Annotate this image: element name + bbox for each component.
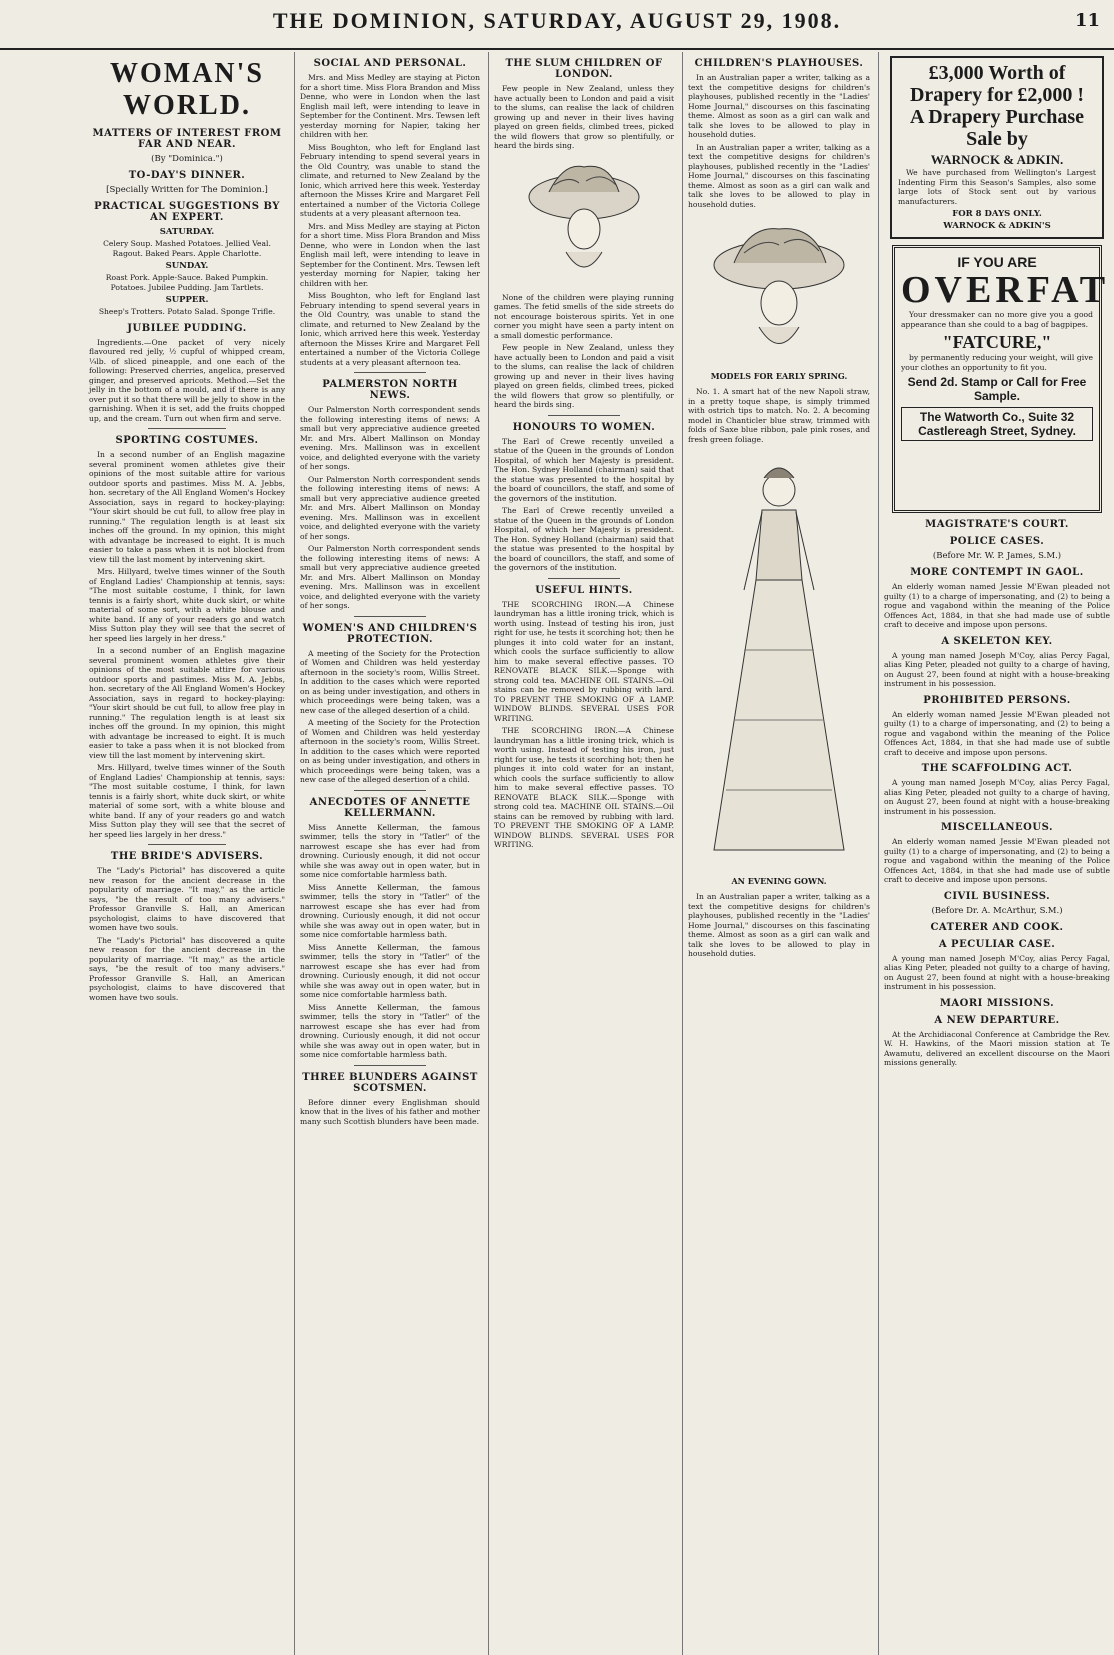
- slum-text: Few people in New Zealand, unless they have actually been to London and paid a visit to the slums, can realise the lack of children growing up and never in their lives having played on green fields, climbed trees, picked the wild flowers that grow so plentifully, or heard the birds sing.: [494, 84, 674, 150]
- gaol-text: An elderly woman named Jessie M'Ewan pleaded not guilty (1) to a charge of impersonating, and (2) to being a rogue and vagabond within the meaning of the Police Offences Act, 1884, in that she had made use of subtle craft to deceive and impose upon persons.: [884, 582, 1110, 629]
- drapery-advertisement: [890, 56, 1104, 239]
- slum-text-3: Few people in New Zealand, unless they have actually been to London and paid a visit to the slums, can realise the lack of children growing up and never in their lives having played on green fields, climbed trees, picked the wild flowers that grow so plentifully, or heard the birds sing.: [494, 343, 674, 409]
- byline: (By "Dominica."): [151, 154, 223, 164]
- anecdotes-text-3: Miss Annette Kellerman, the famous swimmer, tells the story in "Tatler" of the narrowest escape she has ever had from drowning. Curiously enough, it did not occur while she was away out in open water, but in some nice comfortable harmless bath.: [300, 942, 480, 999]
- anecdotes-heading: ANECDOTES OF ANNETTE KELLERMANN.: [309, 796, 471, 819]
- hat-caption: MODELS FOR EARLY SPRING.: [710, 371, 848, 381]
- civil-heading: CIVIL BUSINESS.: [943, 890, 1051, 902]
- honours-text: The Earl of Crewe recently unveiled a statue of the Queen in the grounds of London Hospital, of which her Majesty is president. The Hon. Sydney Holland (chairman) said that the statue was presented to the hospital by the board of councillors, the staff, and some of the governors of the institution.: [494, 436, 674, 503]
- overfat-advertisement: [892, 245, 1110, 513]
- social-text: Mrs. and Miss Medley are staying at Picton for a short time. Miss Flora Brandon and Miss Denne, who were in London when the last English mail left, were intending to leave in September for the Continent. Mrs. Tewsen left yesterday morning for Napier, taking her children with her.: [300, 73, 480, 139]
- brides-text-2: The "Lady's Pictorial" has discovered a quite new reason for the ancient decrease in the popularity of marriage. "It may," as the article says, "be the result of too many advisers." Professor Granville S. Hall, an American psychologist, claims to have discovered that women have two souls.: [89, 935, 285, 1002]
- useful-hints-text: THE SCORCHING IRON.—A Chinese laundryman has a little ironing trick, which is worth using. Instead of testing his iron, just right for use, he tests it scorching hot; then he plunges it into cold water for an instant, which cools the surface sufficiently to allow him to make several effective passes. TO RENOVATE BLACK SILK.—Sponge with strong cold tea. MACHINE OIL STAINS.—Oil stains can be removed by rubbing with lard. TO PREVENT THE SMOKING OF A LAMP. WINDOW BLINDS. SEVERAL USES FOR WRITING.: [494, 599, 675, 723]
- sporting-text: In a second number of an English magazine several prominent women athletes give their opinions of the most suitable attire for various outdoor sports and pastimes. Miss M. A. Jebbs, hon. secretary of the All England Women's Hockey Association, says in regard to hockey-playing: "Your skirt should be cut full, to allow free play in running." The regulation length is at least six inches off the ground. In my opinion, this might with advantage be increased to eight. It is much easier to take a pass when it is not blocked from view till the last moment by intervening skirt.: [89, 450, 285, 564]
- sporting-heading: SPORTING COSTUMES.: [115, 435, 259, 446]
- women-children-text: A meeting of the Society for the Protection of Women and Children was held yesterday afternoon in the society's room, Willis Street. In addition to the cases which were reported on as being under investigation, and others in which proceedings were being taken, was a new case of the alleged desertion of a child.: [300, 648, 480, 715]
- dinner-heading: TO-DAY'S DINNER.: [128, 170, 246, 181]
- sporting-text-4: Mrs. Hillyard, twelve times winner of the South of England Ladies' Championship at tennis, says: "The most suitable costume, I think, for lawn tennis is a fairly short, white duck skirt, or white material of some sort, with a white blouse and white band. If any of your readers go and watch Miss Sutton play they will see that the secret of her speed lies largely in her dress.": [89, 763, 285, 839]
- overfat-text: Your dressmaker can no more give you a good appearance than she could to a bag of bagpipes.: [901, 310, 1093, 329]
- evening-gown-illustration: [704, 450, 854, 870]
- jubilee-text: Ingredients.—One packet of very nicely flavoured red jelly, ½ cupful of whipped cream, ¼lb. of sliced pineapple, and one each of the following: Preserved cherries, angelica, preserved ginger, and preserved apricots. Method.—Set the jelly in the bottom of a mould, and if there is any over put it so that there will be jelly to show in the garnishing. When it is set, add the fruits chopped up, and the cream. Turn out when firm and serve.: [89, 337, 285, 423]
- drapery-days: FOR 8 DAYS ONLY.: [952, 209, 1042, 219]
- divider: [354, 790, 426, 791]
- slum-heading: THE SLUM CHILDREN OF LONDON.: [505, 58, 663, 80]
- maori-text: At the Archidiaconal Conference at Cambridge the Rev. W. H. Hawkins, of the Maori mission station at Te Awamutu, delivered an excellent discourse on the Maori missions generally.: [884, 1029, 1110, 1067]
- supper-menu: Sheep's Trotters. Potato Salad. Sponge Trifle.: [98, 307, 276, 316]
- slum-text-2: None of the children were playing running games. The fetid smells of the side streets do not encourage boisterous spirits. Yet in one corner you might have seen a party intent on a small domestic performance.: [494, 292, 674, 340]
- anecdotes-text-4: Miss Annette Kellerman, the famous swimmer, tells the story in "Tatler" of the narrowest escape she has ever had from drowning. Curiously enough, it did not occur while she was away out in open water, but in some nice comfortable harmless bath.: [300, 1002, 480, 1059]
- overfat-word: OVERFAT: [901, 269, 1110, 311]
- scotsmen-heading: THREE BLUNDERS AGAINST SCOTSMEN.: [302, 1071, 478, 1094]
- practical-heading: PRACTICAL SUGGESTIONS BY AN EXPERT.: [94, 201, 280, 223]
- hat-illustration: [524, 157, 644, 287]
- masthead: [0, 0, 1114, 50]
- prohibited-heading: PROHIBITED PERSONS.: [923, 694, 1071, 706]
- maori-subheading: A NEW DEPARTURE.: [934, 1014, 1060, 1026]
- scaffolding-heading: THE SCAFFOLDING ACT.: [921, 763, 1073, 774]
- drapery-headline: £3,000 Worth of Drapery for £2,000 !: [909, 62, 1085, 106]
- palmerston-heading: PALMERSTON NORTH NEWS.: [322, 379, 458, 401]
- column-social: [294, 52, 485, 1655]
- models-text: No. 1. A smart hat of the new Napoli straw, in a pretty toque shape, is simply trimmed with ostrich tips to match. No. 2. A becoming model in Chanticler blue straw, trimmed with folds of Saxe blue ribbon, pale pink roses, and fresh green foliage.: [688, 387, 870, 444]
- divider: [354, 372, 426, 373]
- palmerston-text-2: Our Palmerston North correspondent sends the following interesting items of news: A small but very appreciative audience greeted Mr. and Mrs. Albert Mallinson on Monday evening. Mrs. Mallinson was in excellent voice, and delighted everyone with the variety of her songs.: [300, 474, 480, 541]
- written-for: [Specially Written for The Dominion.]: [106, 185, 268, 195]
- palmerston-text: Our Palmerston North correspondent sends the following interesting items of news: A small but very appreciative audience greeted Mr. and Mrs. Albert Mallinson on Monday evening. Mrs. Mallinson was in excellent voice, and delighted everyone with the variety of her songs.: [300, 405, 480, 471]
- gaol-heading: MORE CONTEMPT IN GAOL.: [910, 567, 1084, 578]
- playhouses-heading: CHILDREN'S PLAYHOUSES.: [694, 58, 864, 69]
- divider: [354, 1065, 426, 1066]
- send-stamp: Send 2d. Stamp or Call for Free Sample.: [907, 375, 1087, 403]
- column-playhouses: [682, 52, 875, 1655]
- police-cases-heading: POLICE CASES.: [949, 536, 1045, 547]
- civil-before: (Before Dr. A. McArthur, S.M.): [931, 905, 1063, 916]
- sporting-text-3: In a second number of an English magazine several prominent women athletes give their opinions of the most suitable attire for various outdoor sports and pastimes. Miss M. A. Jebbs, hon. secretary of the All England Women's Hockey Association, says in regard to hockey-playing: "Your skirt should be cut full, to allow free play in running." The regulation length is at least six inches off the ground. In my opinion, this might with advantage be increased to eight. It is much easier to take a pass when it is not blocked from view till the last moment by intervening skirt.: [89, 646, 285, 760]
- caterer-heading: CATERER AND COOK.: [930, 921, 1064, 933]
- hat-model-illustration: [704, 215, 854, 365]
- supper-label: SUPPER.: [165, 295, 209, 305]
- honours-heading: HONOURS TO WOMEN.: [512, 421, 656, 433]
- column-ads-court: [878, 52, 1114, 1655]
- before-magistrate: (Before Mr. W. P. James, S.M.): [932, 551, 1062, 561]
- divider: [548, 578, 620, 579]
- playhouses-text-2: In an Australian paper a writer, talking as a text the competitive designs for children's playhouses, published recently in the "Ladies' Home Journal," discourses on this fascinating theme. Almost as soon as a girl can walk and talk she loves to be allowed to play in household duties.: [688, 142, 870, 209]
- fatcure-name: "FATCURE,": [942, 332, 1052, 352]
- jubilee-heading: JUBILEE PUDDING.: [127, 322, 247, 334]
- peculiar-text: A young man named Joseph M'Coy, alias Percy Fagal, alias King Peter, pleaded not guilty to a charge of having, on August 27, been found at night with a house-breaking instrument in his possession.: [884, 953, 1110, 991]
- misc-text: An elderly woman named Jessie M'Ewan pleaded not guilty (1) to a charge of impersonating, and (2) to being a rogue and vagabond within the meaning of the Police Offences Act, 1884, in that she had made use of subtle craft to deceive and impose upon persons.: [884, 837, 1110, 884]
- prohibited-text: An elderly woman named Jessie M'Ewan pleaded not guilty (1) to a charge of impersonating, and (2) to being a rogue and vagabond within the meaning of the Police Offences Act, 1884, in that she had made use of subtle craft to deceive and impose upon persons.: [884, 709, 1110, 757]
- social-text-2: Miss Boughton, who left for England last February intending to spend several years in the Old Country, was unable to stand the climate, and returned to New Zealand by the Ionic, which arrived here this week. Yesterday afternoon the Misses Krire and Margaret Fell entertained a number of the Victoria College students at a very pleasant afternoon tea.: [300, 142, 480, 218]
- sunday-menu: Roast Pork. Apple-Sauce. Baked Pumpkin. Potatoes. Jubilee Pudding. Jam Tartlets.: [105, 273, 269, 292]
- useful-hints-heading: USEFUL HINTS.: [535, 584, 633, 596]
- women-children-text-2: A meeting of the Society for the Protection of Women and Children was held yesterday afternoon in the society's room, Willis Street. In addition to the cases which were reported on as being under investigation, and others in which proceedings were being taken, was a new case of the alleged desertion of a child.: [300, 718, 480, 784]
- playhouses-text: In an Australian paper a writer, talking as a text the competitive designs for children's playhouses, published recently in the "Ladies' Home Journal," discourses on this fascinating theme. Almost as soon as a girl can walk and talk she loves to be allowed to play in household duties.: [688, 73, 870, 139]
- scaffolding-text: A young man named Joseph M'Coy, alias Percy Fagal, alias King Peter, pleaded not guilty to a charge of having, on August 27, been found at night with a house-breaking instrument in his possession.: [884, 778, 1110, 816]
- maori-heading: MAORI MISSIONS.: [939, 997, 1055, 1009]
- brides-text: The "Lady's Pictorial" has discovered a quite new reason for the ancient decrease in the popularity of marriage. "It may," as the article says, "be the result of too many advisers." Professor Granville S. Hall, an American psychologist, claims to have discovered that women have two souls.: [89, 866, 285, 932]
- drapery-footer: WARNOCK & ADKIN'S: [943, 221, 1051, 231]
- palmerston-text-3: Our Palmerston North correspondent sends the following interesting items of news: A small but very appreciative audience greeted Mr. and Mrs. Albert Mallinson on Monday evening. Mrs. Mallinson was in excellent voice, and delighted everyone with the variety of her songs.: [300, 544, 480, 610]
- sunday-label: SUNDAY.: [165, 261, 209, 271]
- divider: [148, 428, 226, 429]
- playhouses-text-3: In an Australian paper a writer, talking as a text the competitive designs for children's playhouses, published recently in the "Ladies' Home Journal," discourses on this fascinating theme. Almost as soon as a girl can walk and talk she loves to be allowed to play in household duties.: [688, 892, 870, 958]
- sporting-text-2: Mrs. Hillyard, twelve times winner of the South of England Ladies' Championship at tennis, says: "The most suitable costume, I think, for lawn tennis is a fairly short, white duck skirt, or white material of some sort, with a white blouse and white band. If any of your readers go and watch Miss Sutton play they will see that the secret of her speed lies largely in her dress.": [89, 567, 285, 643]
- womans-world-banner: WOMAN'S WORLD.: [110, 58, 264, 121]
- drapery-firm: WARNOCK & ADKIN.: [930, 152, 1064, 167]
- gown-caption: AN EVENING GOWN.: [731, 876, 827, 886]
- scotsmen-text: Before dinner every Englishman should know that in the lives of his father and mother many such Scottish blunders have been made.: [300, 1097, 480, 1126]
- social-text-4: Miss Boughton, who left for England last February intending to spend several years in the Old Country, was unable to stand the climate, and returned to New Zealand by the Ionic, which arrived here this week. Yesterday afternoon the Misses Krire and Margaret Fell entertained a number of the Victoria College students at a very pleasant afternoon tea.: [300, 291, 480, 367]
- drapery-text: We have purchased from Wellington's Largest Indenting Firm this Season's Samples, also some large lots of Stock sent out by various manufacturers.: [898, 168, 1096, 206]
- masthead-title: THE DOMINION, SATURDAY, AUGUST 29, 1908.: [272, 8, 842, 33]
- women-children-heading: WOMEN'S AND CHILDREN'S PROTECTION.: [302, 622, 478, 645]
- court-heading: MAGISTRATE'S COURT.: [925, 519, 1069, 530]
- overfat-if: IF YOU ARE: [957, 254, 1037, 270]
- divider: [354, 616, 426, 617]
- useful-hints-text-2: THE SCORCHING IRON.—A Chinese laundryman has a little ironing trick, which is worth using. Instead of testing his iron, just right for use, he tests it scorching hot; then he plunges it into cold water for an instant, which cools the surface sufficiently to allow him to make several effective passes. TO RENOVATE BLACK SILK.—Sponge with strong cold tea. MACHINE OIL STAINS.—Oil stains can be removed by rubbing with lard. TO PREVENT THE SMOKING OF A LAMP. WINDOW BLINDS. SEVERAL USES FOR WRITING.: [494, 726, 675, 849]
- honours-text-2: The Earl of Crewe recently unveiled a statue of the Queen in the grounds of London Hospital, of which her Majesty is president. The Hon. Sydney Holland (chairman) said that the statue was presented to the hospital by the board of councillors, the staff, and some of the governors of the institution.: [494, 506, 674, 572]
- brides-heading: THE BRIDE'S ADVISERS.: [110, 851, 264, 862]
- skeleton-key-heading: A SKELETON KEY.: [941, 635, 1053, 647]
- fatcure-text: by permanently reducing your weight, will give your clothes an opportunity to fit you.: [901, 353, 1093, 372]
- column-womans-world: [84, 52, 290, 1655]
- divider: [148, 844, 226, 845]
- divider: [548, 415, 620, 416]
- skeleton-key-text: A young man named Joseph M'Coy, alias Percy Fagal, alias King Peter, pleaded not guilty to a charge of having, on August 27, been found at night with a house-breaking instrument in his possession.: [884, 650, 1110, 688]
- drapery-subheadline: A Drapery Purchase Sale by: [909, 106, 1085, 150]
- saturday-label: SATURDAY.: [159, 227, 215, 237]
- page-number: 11: [1074, 10, 1100, 31]
- saturday-menu: Celery Soup. Mashed Potatoes. Jellied Veal. Ragout. Baked Pears. Apple Charlotte.: [103, 239, 271, 258]
- anecdotes-text-2: Miss Annette Kellerman, the famous swimmer, tells the story in "Tatler" of the narrowest escape she has ever had from drowning. Curiously enough, it did not occur while she was away out in open water, but in some nice comfortable harmless bath.: [300, 882, 480, 939]
- column-slum-children: [488, 52, 679, 1655]
- misc-heading: MISCELLANEOUS.: [941, 822, 1053, 833]
- anecdotes-text: Miss Annette Kellerman, the famous swimmer, tells the story in "Tatler" of the narrowest escape she has ever had from drowning. Curiously enough, it did not occur while she was away out in open water, but in some nice comfortable harmless bath.: [300, 822, 480, 879]
- social-text-3: Mrs. and Miss Medley are staying at Picton for a short time. Miss Flora Brandon and Miss Denne, who were in London when the last English mail left, were intending to leave in September for the Continent. Mrs. Tewsen left yesterday morning for Napier, taking her children with her.: [300, 221, 480, 288]
- social-heading: SOCIAL AND PERSONAL.: [313, 58, 467, 69]
- womans-world-subtitle: MATTERS OF INTEREST FROM FAR AND NEAR.: [92, 128, 282, 150]
- company-name: The Watworth Co., Suite 32 Castlereagh Street, Sydney.: [901, 407, 1093, 441]
- peculiar-heading: A PECULIAR CASE.: [938, 938, 1056, 950]
